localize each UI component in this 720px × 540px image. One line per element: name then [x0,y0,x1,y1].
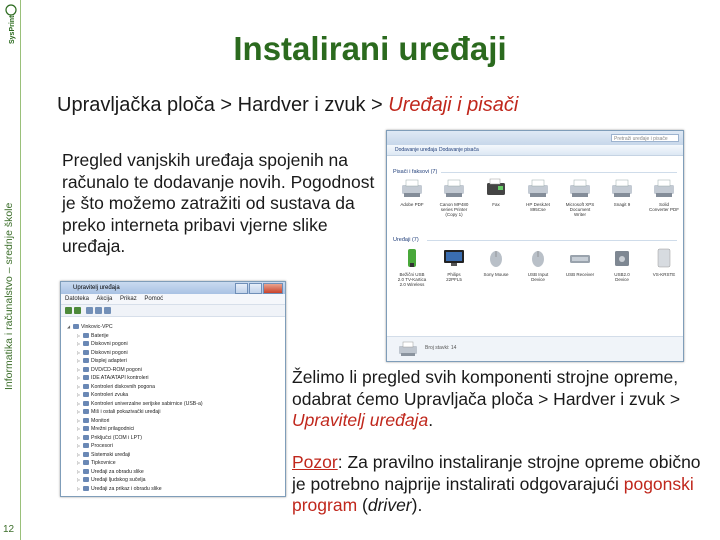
printer-icon [526,177,550,199]
maximize-button[interactable] [249,283,262,294]
menu-view[interactable]: Prikaz [120,296,137,302]
device-category-icon [83,477,89,482]
device-category-icon [83,375,89,380]
tree-item-label: Baterije [91,332,109,339]
device-label: USB Input Device [527,272,549,282]
tree-item-label: Sistemski uređaji [91,451,131,458]
help-icon[interactable] [95,307,102,314]
paragraph3-italic: driver [367,495,412,515]
device-category-icon [83,358,89,363]
side-caption: Informatika i računalstvo – srednje škole [3,202,15,390]
device-category-icon [83,435,89,440]
expand-icon[interactable]: ▷ [77,434,81,440]
expand-icon[interactable]: ▷ [77,477,81,482]
breadcrumb-highlight: Uređaji i pisači [388,94,519,116]
expand-icon[interactable]: ▷ [77,375,81,380]
menu-file[interactable]: Datoteka [65,296,90,302]
device-label: USB Receiver [565,272,595,277]
tree-item-label: Kontroleri diskovnih pogona [91,383,156,390]
device-item[interactable] [397,247,427,287]
toolbar [61,305,285,317]
tree-item-label: Monitori [91,417,110,424]
printer-label: Canon MP480 series Printer (Copy 1) [439,202,469,217]
printer-label: Adobe PDF [400,202,424,207]
window-titlebar [61,282,285,294]
device-category-icon [83,333,89,338]
tree-item[interactable] [77,484,162,493]
tree-item-label: Priključci (COM i LPT) [91,434,143,441]
paragraph2-end: . [428,410,434,430]
tree-item-label: Vinkovic-VPC [81,324,113,330]
device-category-icon [83,341,89,346]
tree-item-label: Uređaji ljudskog sučelja [91,477,146,483]
printer-item[interactable] [481,177,511,207]
expand-icon[interactable]: ▷ [77,426,81,431]
tree-item-label: Kontroleri univerzalne serijske sabirnice (USB-a) [91,400,203,407]
printers-separator [441,172,677,173]
properties-icon[interactable] [86,307,93,314]
printer-label: Microsoft XPS Document Writer [565,202,595,217]
mouse-icon [526,247,550,269]
drive-icon [610,247,634,269]
printer-item[interactable] [397,177,427,207]
expand-icon[interactable]: ▷ [77,383,81,389]
device-manager-window [60,281,286,497]
device-label: Philips 22PFL5 [446,272,462,282]
paragraph-devices: Pregled vanjskih uređaja spojenih na računalo te dodavanje novih. Pogodnost je što možemo zatražiti od sustava da preko interneta pribavi vjerne slike uređaja. [62,150,375,256]
back-icon[interactable] [65,307,72,314]
menu-help[interactable]: Pomoć [144,296,164,302]
device-category-icon [83,469,89,474]
expand-icon[interactable]: ▷ [77,443,81,448]
expand-icon[interactable]: ▷ [77,451,81,457]
printer-label: Fax [492,202,500,207]
window-toolbar [387,145,683,156]
tree-item-label: DVD/CD-ROM pogoni [91,366,142,373]
tree-item-label: IDE ATA/ATAPI kontroleri [91,375,149,381]
device-category-icon [83,392,89,397]
printer-icon [652,177,676,199]
slide-title [0,30,720,68]
printer-item[interactable] [649,177,679,212]
device-item[interactable] [565,247,595,277]
expand-icon[interactable]: ▷ [77,358,81,363]
expand-icon[interactable]: ▷ [77,485,81,491]
tree-item-label: Procesori [91,443,113,449]
paragraph3-text2: ( [357,495,368,515]
device-category-icon [83,401,89,406]
tree-item-label: Uređaji za prikaz i obradu slike [91,485,162,492]
devices-printers-window [386,130,684,362]
tree-item-label: Uređaji za obradu slike [91,468,144,475]
paragraph2-text: Želimo li pregled svih komponenti strojne opreme, odabrat ćemo Upravljača ploča > Hardver i zvuk > [292,367,681,409]
window-title: Upravitelj uređaja [73,285,120,291]
device-category-icon [83,367,89,372]
device-category-icon [83,452,89,457]
tree-item-label: Diskovni pogoni [91,349,128,356]
tree-item-label: Mrežni prilagodnici [91,426,135,432]
printer-icon [400,177,424,199]
paragraph3-text3: ). [411,495,423,515]
tree-item-label: Displej adapteri [91,358,127,364]
device-label: VS-KRSTE [652,272,676,277]
expand-icon[interactable]: ▷ [77,392,81,397]
mouse-icon [484,247,508,269]
device-category-icon [73,324,79,329]
expand-icon[interactable]: ▷ [77,349,81,355]
computer-icon [652,247,676,269]
search-input[interactable]: Pretraži uređaje i pisače [611,134,679,142]
printer-item[interactable] [565,177,595,217]
device-item[interactable] [607,247,637,282]
tree-item-label: Diskovni pogoni [91,341,128,347]
usb-stick-icon [400,247,424,269]
printer-item[interactable] [439,177,469,217]
breadcrumb-path: Upravljačka ploča > Hardver i zvuk > [57,94,389,116]
device-category-icon [83,350,89,355]
device-category-icon [83,418,89,423]
printer-label: HP DeskJet 895Cse [526,202,550,212]
add-printer-button[interactable]: Dodavanje pisača [439,147,479,153]
add-device-button[interactable]: Dodavanje uređaja [395,147,437,153]
device-category-icon [83,443,89,448]
device-item[interactable] [523,247,553,282]
paragraph-device-manager [292,367,712,432]
devices-header[interactable]: Uređaji (7) [393,237,419,243]
printer-item[interactable] [523,177,553,212]
device-label: USB2.0 Device [614,272,630,282]
expand-icon[interactable]: ▷ [77,332,81,338]
page-number: 12 [3,524,15,535]
printer-icon [610,177,634,199]
menu-bar [61,294,285,305]
device-item[interactable] [439,247,469,282]
forward-icon[interactable] [74,307,81,314]
printer-icon [442,177,466,199]
keyboard-icon [568,247,592,269]
printer-icon [397,340,419,358]
device-label: Bežični USB 2.0 TV-Kartica 2.0 Wireless [397,272,427,287]
expand-icon[interactable]: ▷ [77,400,81,406]
close-button[interactable] [263,283,283,294]
paragraph3-highlight: pogonski program [292,473,694,515]
tree-item-label: Kontroleri zvuka [91,392,129,398]
tree-item-label: Tipkovnice [91,460,116,466]
fax-icon [484,177,508,199]
side-divider [20,0,21,540]
warning-label: Pozor [292,452,338,472]
device-category-icon [83,409,89,414]
expand-icon[interactable]: ▷ [77,468,81,474]
device-category-icon [83,426,89,431]
breadcrumb [57,94,518,117]
paragraph2-highlight: Upravitelj uređaja [292,410,429,430]
logo-text: SysPrint [9,15,16,44]
device-item[interactable] [481,247,511,277]
expand-icon[interactable]: ▷ [77,409,81,414]
monitor-icon [442,247,466,269]
printer-icon [568,177,592,199]
printer-item[interactable] [607,177,637,207]
device-label: Sony Mouse [483,272,509,277]
collapse-icon[interactable]: ◢ [67,324,71,329]
window-address-bar [387,131,683,145]
devices-separator [427,240,677,241]
expand-icon[interactable]: ▷ [77,341,81,346]
expand-icon[interactable]: ▷ [77,460,81,465]
device-category-icon [83,486,89,491]
device-category-icon [83,384,89,389]
expand-icon[interactable]: ▷ [77,366,81,372]
printers-header[interactable]: Pisači i faksovi (7) [393,169,438,175]
slide-title-text: Instalirani uređaji [233,30,507,67]
scan-icon[interactable] [104,307,111,314]
device-category-icon [83,460,89,465]
window-footer [387,336,683,361]
device-item[interactable] [649,247,679,277]
paragraph-warning [292,452,712,517]
tree-item-label: Miš i ostali pokazivački uređaji [91,409,161,415]
menu-action[interactable]: Akcija [96,296,113,302]
device-tree [65,322,281,496]
paragraph3-text1: : Za pravilno instaliranje strojne opreme obično je potrebno najprije instalirati odgovarajući [292,452,701,494]
printer-label: Solid Converter PDF [649,202,680,212]
minimize-button[interactable] [235,283,248,294]
expand-icon[interactable]: ▷ [77,417,81,423]
item-count: Broj stavki: 14 [425,345,457,351]
printer-label: Snagit 9 [613,202,631,207]
